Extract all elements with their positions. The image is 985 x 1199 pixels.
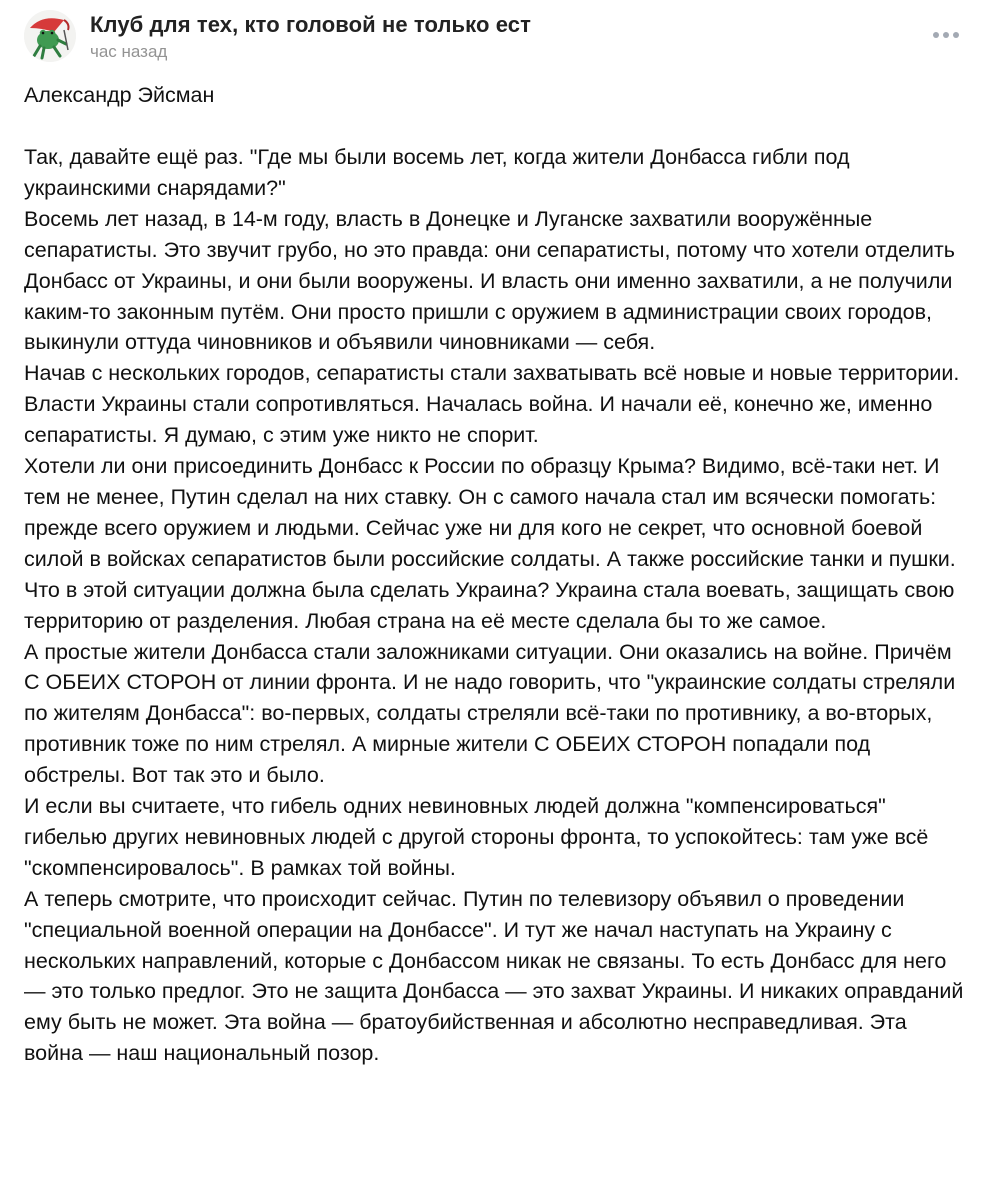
- post-paragraph: Что в этой ситуации должна была сделать Украина? Украина стала воевать, защищать свою территорию от разделения. Любая страна на её месте сделала бы то же самое.: [24, 577, 955, 633]
- post-timestamp[interactable]: час назад: [90, 42, 168, 61]
- frog-avatar-icon: [24, 10, 76, 62]
- post-paragraph: А теперь смотрите, что происходит сейчас. Путин по телевизору объявил о проведении "специальной военной операции на Донбассе". И тут же начал наступать на Украину с нескольких направлений, которые с Донбассом никак не связаны. То есть Донбасс для него — это только предлог. Это не защита Донбасса — это захват Украины. И никаких оправданий ему быть не может. Эта война — братоубийственная и абсолютно несправедливая. Эта война — наш национальный позор.: [24, 886, 964, 1066]
- post-paragraph: А простые жители Донбасса стали заложниками ситуации. Они оказались на войне. Причём С ОБЕИХ СТОРОН от линии фронта. И не надо говорить, что "украинские солдаты стреляли по жителям Донбасса": во-первых, солдаты стреляли всё-таки по противнику, а во-вторых, противник тоже по ним стрелял. А мирные жители С ОБЕИХ СТОРОН попадали под обстрелы. Вот так это и было.: [24, 639, 956, 788]
- post-paragraph: Хотели ли они присоединить Донбасс к России по образцу Крыма? Видимо, всё-таки нет. И тем не менее, Путин сделал на них ставку. Он с самого начала стал им всячески помогать: прежде всего оружием и людьми. Сейчас уже ни для кого не секрет, что основной боевой силой в войсках сепаратистов были российские солдаты. А также российские танки и пушки.: [24, 454, 956, 571]
- post-paragraph: Восемь лет назад, в 14-м году, власть в Донецке и Луганске захватили вооружённые сепаратисты. Это звучит грубо, но это правда: они сепаратисты, потому что хотели отделить Донбасс от Украины, и они были вооружены. И власть они именно захватили, а не получили каким-то законным путём. Они просто пришли с оружием в администрации своих городов, выкинули оттуда чиновников и объявили чиновниками — себя.: [24, 206, 955, 355]
- author-line: Александр Эйсман: [24, 83, 215, 107]
- group-name-link[interactable]: Клуб для тех, кто головой не только ест: [90, 12, 531, 37]
- post-paragraph: И если вы считаете, что гибель одних невиновных людей должна "компенсироваться" гибелью других невиновных людей с другой стороны фронта, то успокойтесь: там уже всё "скомпенсировалось". В рамках той войны.: [24, 794, 929, 880]
- group-avatar[interactable]: [24, 10, 76, 62]
- post-header: [24, 8, 961, 68]
- more-dots-icon[interactable]: [931, 28, 961, 42]
- post-paragraph: Начав с нескольких городов, сепаратисты стали захватывать всё новые и новые территории. Власти Украины стали сопротивляться. Началась война. И начали её, конечно же, именно сепаратисты. Я думаю, с этим уже никто не спорит.: [24, 361, 960, 448]
- post-body: [24, 142, 964, 1069]
- post-paragraph: Так, давайте ещё раз. "Где мы были восемь лет, когда жители Донбасса гибли под украинскими снарядами?": [24, 145, 850, 200]
